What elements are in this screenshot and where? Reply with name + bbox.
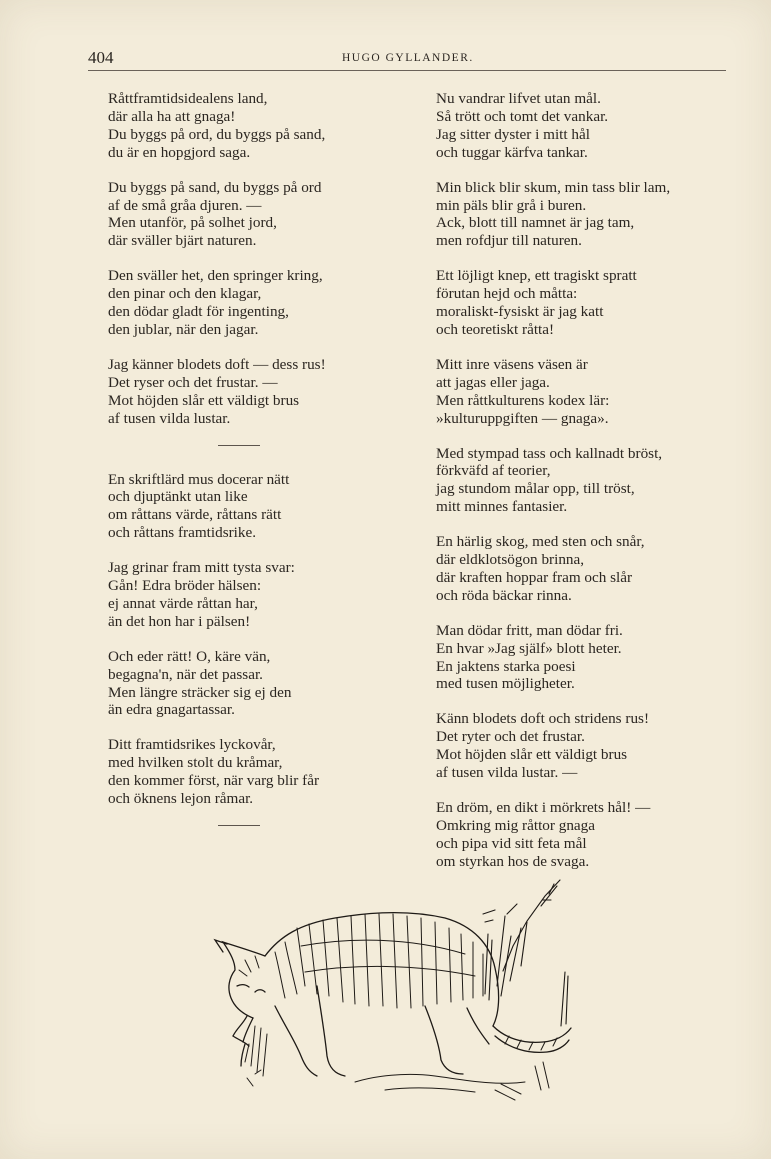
poem-line: Du byggs på sand, du byggs på ord: [108, 178, 322, 196]
poem-line: där eldklotsögon brinna,: [436, 551, 585, 569]
poem-line: min päls blir grå i buren.: [436, 196, 587, 214]
poem-line: Ack, blott till namnet är jag tam,: [436, 214, 635, 232]
poem-line: begagna'n, när det passar.: [108, 665, 263, 683]
poem-line: mitt minnes fantasier.: [436, 498, 568, 516]
poem-line: En skriftlärd mus docerar nätt: [108, 470, 290, 488]
poem-line: där kraften hoppar fram och slår: [436, 568, 633, 586]
poem-line: moraliskt-fysiskt är jag katt: [436, 303, 604, 321]
page-header: [88, 48, 728, 74]
poem-line: af de små gråa djuren. —: [108, 196, 262, 214]
poem-line: Mot höjden slår ett väldigt brus: [436, 746, 628, 764]
left-poem-part-1: [108, 90, 398, 428]
poem-line: Den sväller het, den springer kring,: [108, 267, 323, 285]
poem-line: förutan hejd och måtta:: [436, 285, 578, 303]
right-poem: [436, 90, 736, 871]
poem-line: där alla ha att gnaga!: [108, 107, 236, 125]
poem-line: om styrkan hos de svaga.: [436, 852, 590, 870]
poem-line: Min blick blir skum, min tass blir lam,: [436, 178, 671, 196]
poem-line: du är en hopgjord saga.: [108, 143, 251, 161]
poem-line: Ditt framtidsrikes lyckovår,: [108, 736, 276, 754]
poem-stanza: [108, 559, 398, 631]
poem-stanza: [436, 445, 736, 517]
poem-stanza: [436, 710, 736, 782]
poem-line: Det ryser och det frustar. —: [108, 373, 278, 391]
poem-stanza: [436, 179, 736, 251]
poem-line: Nu vandrar lifvet utan mål.: [436, 90, 601, 107]
poem-line: Mitt inre väsens väsen är: [436, 355, 588, 373]
poem-line: Med stympad tass och kallnadt bröst,: [436, 444, 663, 462]
fur-hatching: [239, 914, 557, 1050]
poem-line: Gån! Edra bröder hälsen:: [108, 577, 262, 595]
header-rule: [88, 70, 726, 71]
poem-line: Men längre sträcker sig ej den: [108, 683, 292, 701]
poem-line: Jag grinar fram mitt tysta svar:: [108, 559, 295, 577]
poem-line: att jagas eller jaga.: [436, 373, 550, 391]
poem-line: och röda bäckar rinna.: [436, 586, 572, 604]
poem-stanza: [436, 533, 736, 605]
poem-line: Omkring mig råttor gnaga: [436, 816, 596, 834]
poem-line: Mot höjden slår ett väldigt brus: [108, 391, 300, 409]
poem-stanza: [108, 267, 398, 339]
poem-line: än det hon har i pälsen!: [108, 612, 251, 630]
poem-line: Du byggs på ord, du byggs på sand,: [108, 125, 326, 143]
end-separator: [218, 825, 260, 826]
poem-line: Man dödar fritt, man dödar fri.: [436, 621, 623, 639]
poem-line: Men utanför, på solhet jord,: [108, 214, 277, 232]
poem-stanza: [108, 90, 398, 162]
poem-line: En jaktens starka poesi: [436, 657, 576, 675]
poem-line: än edra gnagartassar.: [108, 701, 235, 719]
poem-line: Och eder rätt! O, käre vän,: [108, 647, 271, 665]
poem-line: Känn blodets doft och stridens rus!: [436, 710, 650, 728]
poem-line: af tusen vilda lustar.: [108, 409, 231, 427]
poem-stanza: [108, 471, 398, 543]
poem-line: och öknens lejon råmar.: [108, 790, 254, 808]
poem-line: och djuptänkt utan like: [108, 488, 248, 506]
poem-stanza: [436, 267, 736, 339]
poem-line: Men råttkulturens kodex lär:: [436, 391, 610, 409]
poem-line: Jag känner blodets doft — dess rus!: [108, 355, 326, 373]
poem-line: »kulturuppgiften — gnaga».: [436, 409, 609, 427]
poem-stanza: [108, 179, 398, 251]
poem-line: jag stundom målar opp, till tröst,: [436, 480, 635, 498]
poem-line: ej annat värde råttan har,: [108, 594, 258, 612]
poem-stanza: [436, 799, 736, 871]
page-number: 404: [88, 48, 114, 67]
left-column: [108, 90, 398, 826]
poem-line: den pinar och den klagar,: [108, 285, 262, 303]
poem-line: men rofdjur till naturen.: [436, 232, 582, 250]
poem-stanza: [108, 648, 398, 720]
poem-stanza: [436, 90, 736, 162]
poem-line: En hvar »Jag själf» blott heter.: [436, 639, 622, 657]
poem-line: med hvilken stolt du kråmar,: [108, 754, 283, 772]
poem-line: med tusen möjligheter.: [436, 675, 575, 693]
poem-line: den kommer först, när varg blir får: [108, 772, 320, 790]
cat-illustration: [205, 876, 575, 1102]
poem-stanza: [108, 736, 398, 808]
poem-line: Råttframtidsidealens land,: [108, 90, 268, 107]
poem-line: den jublar, när den jagar.: [108, 320, 259, 338]
running-head: HUGO GYLLANDER.: [342, 52, 474, 64]
poem-line: och pipa vid sitt feta mål: [436, 834, 587, 852]
section-separator: [218, 445, 260, 446]
poem-line: där sväller bjärt naturen.: [108, 232, 257, 250]
poem-stanza: [436, 622, 736, 694]
poem-line: Så trött och tomt det vankar.: [436, 107, 609, 125]
poem-line: och råttans framtidsrike.: [108, 524, 257, 542]
poem-line: förkväfd af teorier,: [436, 462, 551, 480]
right-column: [436, 90, 736, 888]
ground-scribbles: [245, 1026, 549, 1100]
poem-stanza: [436, 356, 736, 428]
left-poem-part-2: [108, 471, 398, 809]
poem-line: den dödar gladt för ingenting,: [108, 303, 289, 321]
poem-line: En dröm, en dikt i mörkrets hål! —: [436, 799, 651, 816]
poem-line: Det ryter och det frustar.: [436, 728, 585, 746]
poem-line: om råttans värde, råttans rätt: [108, 506, 282, 524]
poem-line: af tusen vilda lustar. —: [436, 764, 578, 782]
poem-line: och teoretiskt råtta!: [436, 320, 555, 338]
poem-stanza: [108, 356, 398, 428]
reeds-drawing: [483, 880, 568, 1026]
poem-line: En härlig skog, med sten och snår,: [436, 533, 645, 551]
poem-line: och tuggar kärfva tankar.: [436, 143, 588, 161]
poem-line: Ett löjligt knep, ett tragiskt spratt: [436, 267, 637, 285]
poem-line: Jag sitter dyster i mitt hål: [436, 125, 590, 143]
